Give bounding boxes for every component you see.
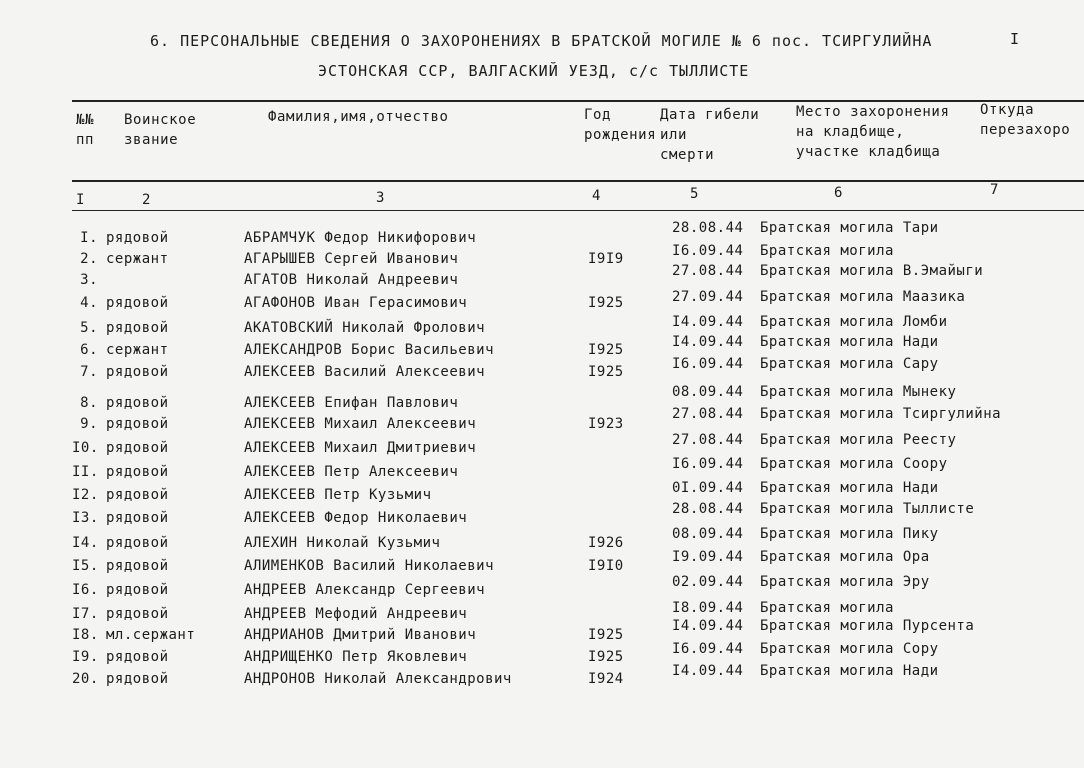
- row-rank: рядовой: [106, 416, 169, 432]
- column-number: I: [76, 192, 86, 208]
- column-number: 5: [690, 186, 700, 202]
- row-burial-place: Братская могила Маазика: [760, 289, 966, 305]
- row-full-name: АЛЕКСЕЕВ Василий Алексеевич: [244, 364, 486, 380]
- row-birth-year: I925: [588, 295, 624, 311]
- row-full-name: АЛЕКСЕЕВ Федор Николаевич: [244, 510, 468, 526]
- row-burial-place: Братская могила: [760, 243, 894, 259]
- row-full-name: АЛЕКСЕЕВ Петр Кузьмич: [244, 487, 432, 503]
- row-death-date: I4.09.44: [672, 618, 744, 634]
- row-death-date: 28.08.44: [672, 220, 744, 236]
- row-rank: рядовой: [106, 295, 169, 311]
- row-rank: рядовой: [106, 582, 169, 598]
- row-rank: мл.сержант: [106, 627, 196, 643]
- header-birth: Год рождения: [584, 107, 657, 143]
- row-death-date: 27.08.44: [672, 432, 744, 448]
- row-number: 3.: [80, 272, 98, 288]
- column-number: 3: [376, 190, 386, 206]
- row-birth-year: I925: [588, 649, 624, 665]
- header-name: Фамилия,имя,отчество: [268, 109, 449, 125]
- row-burial-place: Братская могила Пурсента: [760, 618, 975, 634]
- row-rank: сержант: [106, 342, 169, 358]
- row-rank: рядовой: [106, 395, 169, 411]
- row-full-name: АЛЕКСЕЕВ Петр Алексеевич: [244, 464, 459, 480]
- row-rank: рядовой: [106, 320, 169, 336]
- row-number: I3.: [72, 510, 99, 526]
- header-from: Откуда перезахоро: [980, 102, 1071, 138]
- row-number: 8.: [80, 395, 98, 411]
- row-full-name: АНДРИАНОВ Дмитрий Иванович: [244, 627, 477, 643]
- row-death-date: 08.09.44: [672, 384, 744, 400]
- column-number: 4: [592, 188, 602, 204]
- row-number: 7.: [80, 364, 98, 380]
- row-burial-place: Братская могила Сору: [760, 641, 939, 657]
- row-death-date: I6.09.44: [672, 456, 744, 472]
- column-number: 7: [990, 182, 1000, 198]
- row-number: I5.: [72, 558, 99, 574]
- document-subtitle: ЭСТОНСКАЯ ССР, ВАЛГАСКИЙ УЕЗД, с/с ТЫЛЛИСТЕ: [318, 62, 750, 80]
- row-number: I2.: [72, 487, 99, 503]
- row-number: I.: [80, 230, 98, 246]
- row-burial-place: Братская могила Тсиргулийна: [760, 406, 1002, 422]
- row-full-name: АНДРИЩЕНКО Петр Яковлевич: [244, 649, 468, 665]
- row-birth-year: I924: [588, 671, 624, 687]
- row-burial-place: Братская могила Нади: [760, 663, 939, 679]
- row-number: 9.: [80, 416, 98, 432]
- row-rank: рядовой: [106, 535, 169, 551]
- column-number: 6: [834, 185, 844, 201]
- header-death: Дата гибели или смерти: [660, 107, 760, 163]
- row-rank: рядовой: [106, 364, 169, 380]
- row-burial-place: Братская могила В.Эмайыги: [760, 263, 984, 279]
- row-death-date: I4.09.44: [672, 314, 744, 330]
- row-burial-place: Братская могила Ора: [760, 549, 930, 565]
- row-birth-year: I925: [588, 364, 624, 380]
- row-number: 20.: [72, 671, 99, 687]
- row-death-date: 08.09.44: [672, 526, 744, 542]
- row-death-date: 27.08.44: [672, 263, 744, 279]
- row-number: I7.: [72, 606, 99, 622]
- row-full-name: АЛЕКСАНДРОВ Борис Васильевич: [244, 342, 495, 358]
- row-death-date: 02.09.44: [672, 574, 744, 590]
- page-mark: I: [1010, 30, 1020, 48]
- row-full-name: АКАТОВСКИЙ Николай Фролович: [244, 320, 486, 336]
- row-death-date: I6.09.44: [672, 356, 744, 372]
- header-no: №№ пп: [76, 112, 95, 148]
- row-full-name: АГАФОНОВ Иван Герасимович: [244, 295, 468, 311]
- row-full-name: АЛЕКСЕЕВ Михаил Алексеевич: [244, 416, 477, 432]
- row-death-date: I9.09.44: [672, 549, 744, 565]
- row-burial-place: Братская могила Тари: [760, 220, 939, 236]
- row-full-name: АБРАМЧУК Федор Никифорович: [244, 230, 477, 246]
- row-number: 2.: [80, 251, 98, 267]
- column-number: 2: [142, 192, 152, 208]
- row-death-date: I4.09.44: [672, 334, 744, 350]
- row-number: 4.: [80, 295, 98, 311]
- row-death-date: I8.09.44: [672, 600, 744, 616]
- row-birth-year: I9I9: [588, 251, 624, 267]
- row-burial-place: Братская могила Нади: [760, 480, 939, 496]
- row-death-date: I6.09.44: [672, 641, 744, 657]
- row-full-name: АНДРОНОВ Николай Александрович: [244, 671, 512, 687]
- row-burial-place: Братская могила Реесту: [760, 432, 957, 448]
- row-number: 6.: [80, 342, 98, 358]
- row-rank: рядовой: [106, 606, 169, 622]
- row-full-name: АЛЕКСЕЕВ Михаил Дмитриевич: [244, 440, 477, 456]
- row-birth-year: I925: [588, 627, 624, 643]
- row-full-name: АНДРЕЕВ Мефодий Андреевич: [244, 606, 468, 622]
- row-burial-place: Братская могила Эру: [760, 574, 930, 590]
- row-death-date: 27.08.44: [672, 406, 744, 422]
- header-rank: Воинское звание: [124, 112, 197, 148]
- header-bottom-rule: [72, 180, 1084, 182]
- row-burial-place: Братская могила Нади: [760, 334, 939, 350]
- row-birth-year: I923: [588, 416, 624, 432]
- row-number: I8.: [72, 627, 99, 643]
- row-burial-place: Братская могила Сару: [760, 356, 939, 372]
- row-number: 5.: [80, 320, 98, 336]
- row-rank: рядовой: [106, 558, 169, 574]
- row-birth-year: I926: [588, 535, 624, 551]
- row-burial-place: Братская могила: [760, 600, 894, 616]
- row-rank: рядовой: [106, 510, 169, 526]
- header-place: Место захоронения на кладбище, участке кладбища: [796, 104, 950, 160]
- row-rank: сержант: [106, 251, 169, 267]
- row-burial-place: Братская могила Пику: [760, 526, 939, 542]
- row-burial-place: Братская могила Ломби: [760, 314, 948, 330]
- row-burial-place: Братская могила Мынеку: [760, 384, 957, 400]
- row-rank: рядовой: [106, 464, 169, 480]
- row-full-name: АЛЕКСЕЕВ Епифан Павлович: [244, 395, 459, 411]
- row-full-name: АЛЕХИН Николай Кузьмич: [244, 535, 441, 551]
- row-rank: рядовой: [106, 649, 169, 665]
- row-death-date: 0I.09.44: [672, 480, 744, 496]
- row-number: II.: [72, 464, 99, 480]
- row-rank: рядовой: [106, 440, 169, 456]
- row-burial-place: Братская могила Соору: [760, 456, 948, 472]
- row-rank: рядовой: [106, 230, 169, 246]
- row-rank: рядовой: [106, 671, 169, 687]
- row-death-date: 28.08.44: [672, 501, 744, 517]
- row-burial-place: Братская могила Тыллисте: [760, 501, 975, 517]
- row-rank: рядовой: [106, 487, 169, 503]
- row-full-name: АГАТОВ Николай Андреевич: [244, 272, 459, 288]
- column-number-rule: [72, 210, 1084, 211]
- row-death-date: I4.09.44: [672, 663, 744, 679]
- row-number: I9.: [72, 649, 99, 665]
- row-death-date: I6.09.44: [672, 243, 744, 259]
- row-full-name: АНДРЕЕВ Александр Сергеевич: [244, 582, 486, 598]
- row-number: I0.: [72, 440, 99, 456]
- row-full-name: АЛИМЕНКОВ Василий Николаевич: [244, 558, 495, 574]
- row-death-date: 27.09.44: [672, 289, 744, 305]
- row-full-name: АГАРЫШЕВ Сергей Иванович: [244, 251, 459, 267]
- row-number: I6.: [72, 582, 99, 598]
- row-birth-year: I925: [588, 342, 624, 358]
- row-number: I4.: [72, 535, 99, 551]
- document-title: 6. ПЕРСОНАЛЬНЫЕ СВЕДЕНИЯ О ЗАХОРОНЕНИЯХ В БРАТСКОЙ МОГИЛЕ № 6 пос. ТСИРГУЛИЙНА: [150, 32, 933, 50]
- row-birth-year: I9I0: [588, 558, 624, 574]
